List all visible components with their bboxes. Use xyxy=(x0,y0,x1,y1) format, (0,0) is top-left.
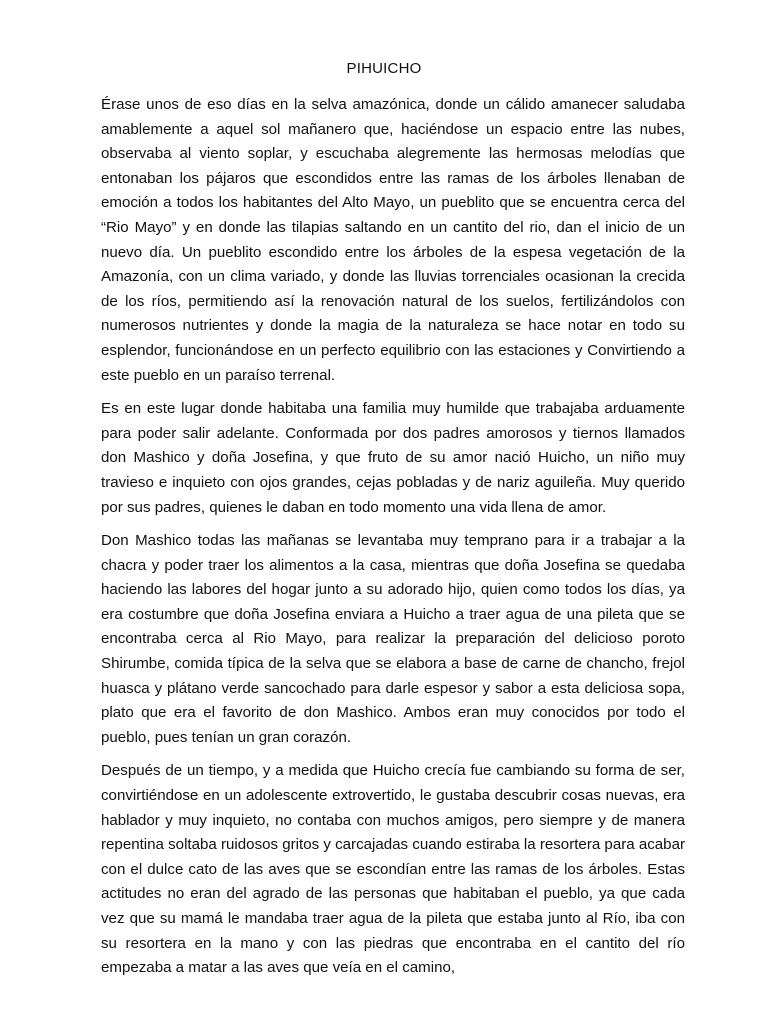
document-body xyxy=(101,93,685,990)
document-title: PIHUICHO xyxy=(346,60,422,77)
paragraph: Es en este lugar donde habitaba una familia muy humilde que trabajaba arduamente para poder salir adelante. Conformada por dos padres amorosos y tiernos llamados don Mashico y doña Josefina, y que fruto de su amor nació Huicho, un niño muy travieso e inquieto con ojos grandes, cejas pobladas y de nariz aguileña. Muy querido por sus padres, quienes le daban en todo momento una vida llena de amor. xyxy=(101,400,685,516)
paragraph: Don Mashico todas las mañanas se levantaba muy temprano para ir a trabajar a la chacra y poder traer los alimentos a la casa, mientras que doña Josefina se quedaba haciendo las labores del hogar junto a su adorado hijo, quien como todos los días, ya era costumbre que doña Josefina enviara a Huicho a traer agua de una pileta que se encontraba cerca al Rio Mayo, para realizar la preparación del delicioso poroto Shirumbe, comida típica de la selva que se elabora a base de carne de chancho, frejol huasca y plátano verde sancochado para darle espesor y sabor a esta deliciosa sopa, plato que era el favorito de don Mashico. Ambos eran muy conocidos por todo el pueblo, pues tenían un gran corazón. xyxy=(101,532,685,746)
paragraph: Después de un tiempo, y a medida que Huicho crecía fue cambiando su forma de ser, convirtiéndose en un adolescente extrovertido, le gustaba descubrir cosas nuevas, era hablador y muy inquieto, no contaba con muchos amigos, pero siempre y de manera repentina soltaba ruidosos gritos y carcajadas cuando estiraba la resortera para acabar con el dulce cato de las aves que se escondían entre las ramas de los árboles. Estas actitudes no eran del agrado de las personas que habitaban el pueblo, ya que cada vez que su mamá le mandaba traer agua de la pileta que estaba junto al Río, iba con su resortera en la mano y con las piedras que encontraba en el cantito del río empezaba a matar a las aves que veía en el camino, xyxy=(101,762,685,977)
paragraph: Érase unos de eso días en la selva amazónica, donde un cálido amanecer saludaba amablemente a aquel sol mañanero que, haciéndose un espacio entre las nubes, observaba al viento soplar, y escuchaba alegremente las hermosas melodías que entonaban los pájaros que escondidos entre las ramas de los árboles llenaban de emoción a todos los habitantes del Alto Mayo, un pueblito que se encuentra cerca del “Rio Mayo” y en donde las tilapias saltando en un cantito del rio, dan el inicio de un nuevo día. Un pueblito escondido entre los árboles de la espesa vegetación de la Amazonía, con un clima variado, y donde las lluvias torrenciales ocasionan la crecida de los ríos, permitiendo así la renovación natural de los suelos, fertilizándolos con numerosos nutrientes y donde la magia de la naturaleza se hace notar en todo su esplendor, funcionándose en un perfecto equilibrio con las estaciones y Convirtiendo a este pueblo en un paraíso terrenal. xyxy=(101,96,685,384)
